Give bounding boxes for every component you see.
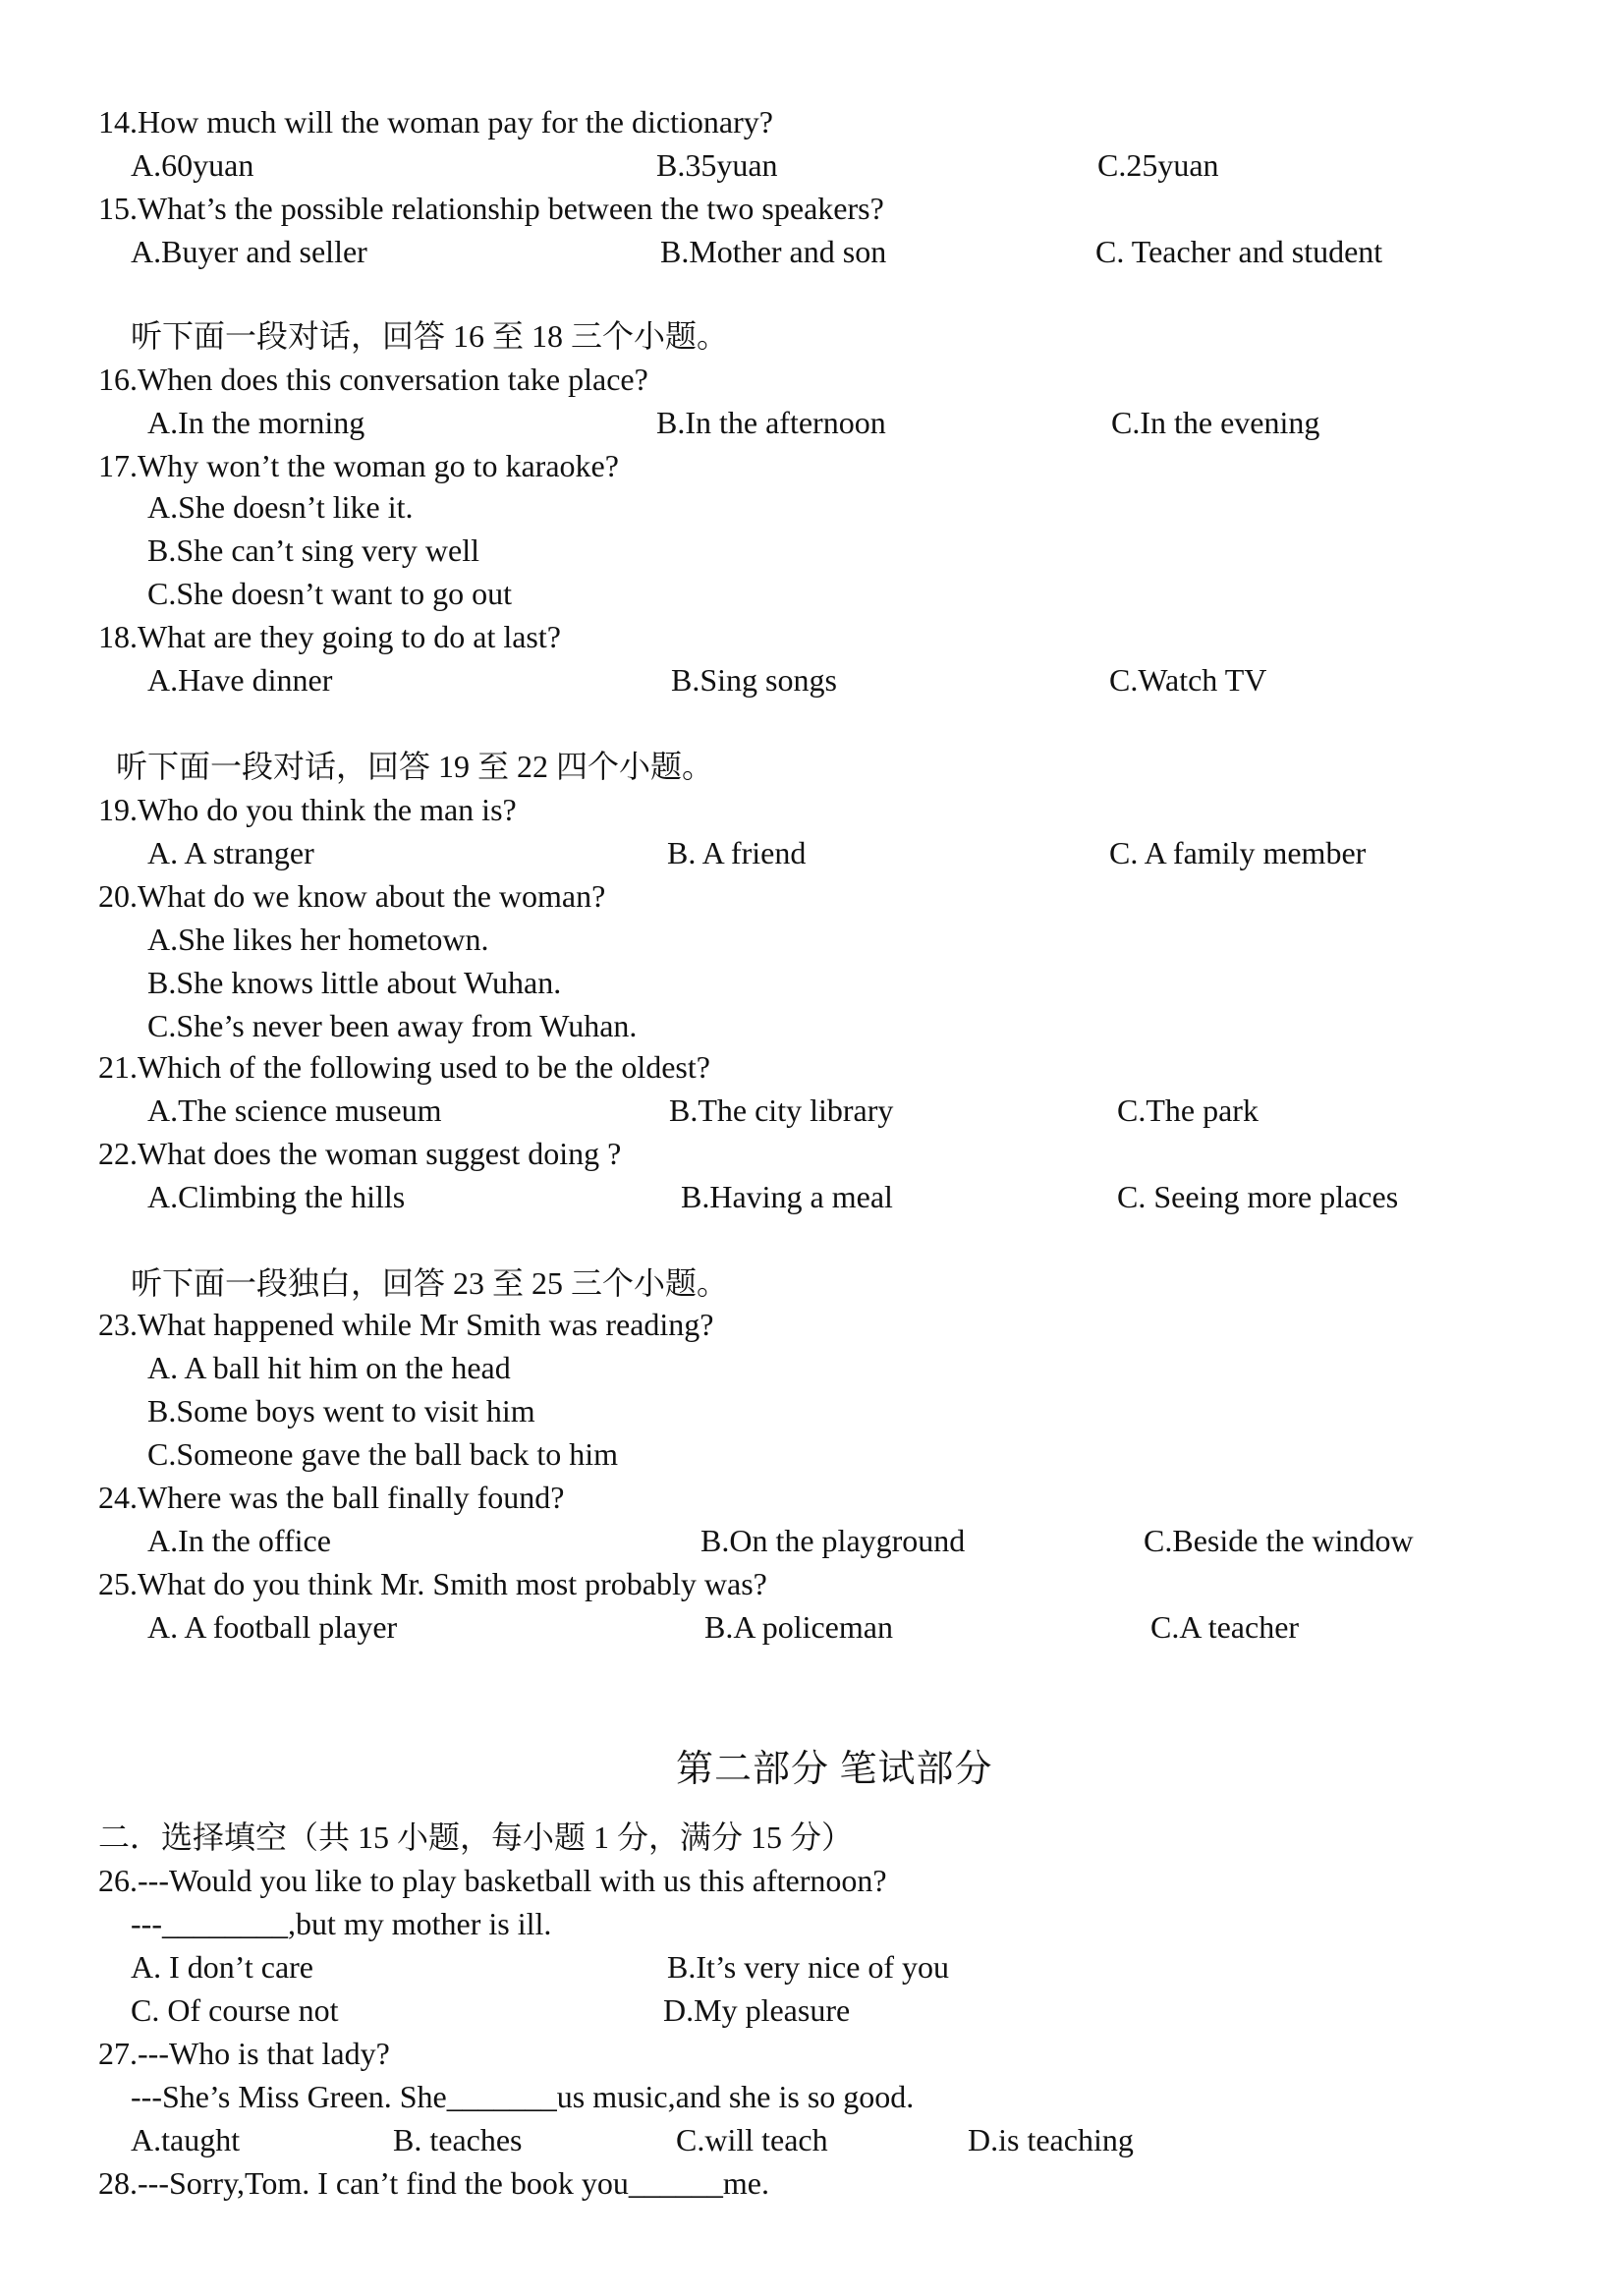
q25-option-a: A. A football player (147, 1609, 398, 1645)
q17-stem: 17.Why won’t the woman go to karaoke? (98, 448, 619, 483)
section-intro-16-18: 听下面一段对话，回答 16 至 18 三个小题。 (131, 318, 729, 354)
q26-option-a: A. I don’t care (131, 1949, 313, 1985)
q26-reply: ---________,but my mother is ill. (131, 1906, 552, 1941)
q27-option-b: B. teaches (393, 2122, 523, 2157)
q26-stem: 26.---Would you like to play basketball with us this afternoon? (98, 1863, 887, 1898)
q25-stem: 25.What do you think Mr. Smith most probably was? (98, 1566, 767, 1601)
q19-option-c: C. A family member (1109, 835, 1367, 870)
q22-option-b: B.Having a meal (681, 1179, 893, 1214)
q16-option-a: A.In the morning (147, 405, 365, 440)
q15-option-c: C. Teacher and student (1095, 234, 1383, 269)
q19-stem: 19.Who do you think the man is? (98, 792, 517, 827)
q21-option-b: B.The city library (669, 1092, 894, 1128)
q19-option-a: A. A stranger (147, 835, 314, 870)
q22-stem: 22.What does the woman suggest doing ? (98, 1136, 622, 1171)
q16-option-c: C.In the evening (1111, 405, 1320, 440)
q24-option-b: B.On the playground (700, 1523, 966, 1558)
q18-option-c: C.Watch TV (1109, 662, 1267, 698)
q27-option-a: A.taught (131, 2122, 241, 2157)
section-intro-19-22: 听下面一段对话，回答 19 至 22 四个小题。 (116, 749, 714, 784)
q23-option-c: C.Someone gave the ball back to him (147, 1436, 618, 1472)
q14-option-a: A.60yuan (131, 147, 254, 183)
q15-stem: 15.What’s the possible relationship between the two speakers? (98, 191, 884, 226)
q20-option-b: B.She knows little about Wuhan. (147, 965, 562, 1000)
q17-option-a: A.She doesn’t like it. (147, 489, 414, 525)
q19-option-b: B. A friend (667, 835, 807, 870)
q16-stem: 16.When does this conversation take place? (98, 362, 648, 397)
q18-option-b: B.Sing songs (671, 662, 837, 698)
q20-stem: 20.What do we know about the woman? (98, 878, 606, 914)
q27-reply: ---She’s Miss Green. She_______us music,and she is so good. (131, 2079, 915, 2114)
q18-stem: 18.What are they going to do at last? (98, 619, 561, 654)
q21-option-a: A.The science museum (147, 1092, 442, 1128)
q24-option-a: A.In the office (147, 1523, 331, 1558)
q21-option-c: C.The park (1117, 1092, 1259, 1128)
q28-stem: 28.---Sorry,Tom. I can’t find the book you______me. (98, 2165, 769, 2201)
q14-option-b: B.35yuan (656, 147, 778, 183)
q27-option-d: D.is teaching (968, 2122, 1134, 2157)
q27-stem: 27.---Who is that lady? (98, 2036, 390, 2071)
q25-option-c: C.A teacher (1150, 1609, 1300, 1645)
q18-option-a: A.Have dinner (147, 662, 333, 698)
q17-option-b: B.She can’t sing very well (147, 532, 480, 568)
q27-option-c: C.will teach (676, 2122, 828, 2157)
q24-option-c: C.Beside the window (1144, 1523, 1414, 1558)
q23-option-b: B.Some boys went to visit him (147, 1393, 535, 1428)
q26-option-b: B.It’s very nice of you (667, 1949, 950, 1985)
q15-option-a: A.Buyer and seller (131, 234, 367, 269)
section-two-heading: 二．选择填空（共 15 小题，每小题 1 分，满分 15 分） (98, 1820, 854, 1855)
q17-option-c: C.She doesn’t want to go out (147, 576, 512, 611)
q16-option-b: B.In the afternoon (656, 405, 886, 440)
q26-option-c: C. Of course not (131, 1992, 339, 2028)
q14-option-c: C.25yuan (1097, 147, 1219, 183)
q22-option-a: A.Climbing the hills (147, 1179, 406, 1214)
q21-stem: 21.Which of the following used to be the oldest? (98, 1049, 710, 1085)
q20-option-a: A.She likes her hometown. (147, 922, 489, 957)
q20-option-c: C.She’s never been away from Wuhan. (147, 1008, 638, 1043)
q23-option-a: A. A ball hit him on the head (147, 1350, 511, 1385)
q26-option-d: D.My pleasure (663, 1992, 851, 2028)
q24-stem: 24.Where was the ball finally found? (98, 1480, 565, 1515)
q22-option-c: C. Seeing more places (1117, 1179, 1399, 1214)
q25-option-b: B.A policeman (704, 1609, 893, 1645)
section-intro-23-25: 听下面一段独白，回答 23 至 25 三个小题。 (131, 1265, 729, 1301)
q23-stem: 23.What happened while Mr Smith was reading? (98, 1307, 714, 1342)
q14-stem: 14.How much will the woman pay for the dictionary? (98, 104, 773, 140)
part-two-title: 第二部分 笔试部分 (676, 1749, 993, 1790)
q15-option-b: B.Mother and son (660, 234, 887, 269)
